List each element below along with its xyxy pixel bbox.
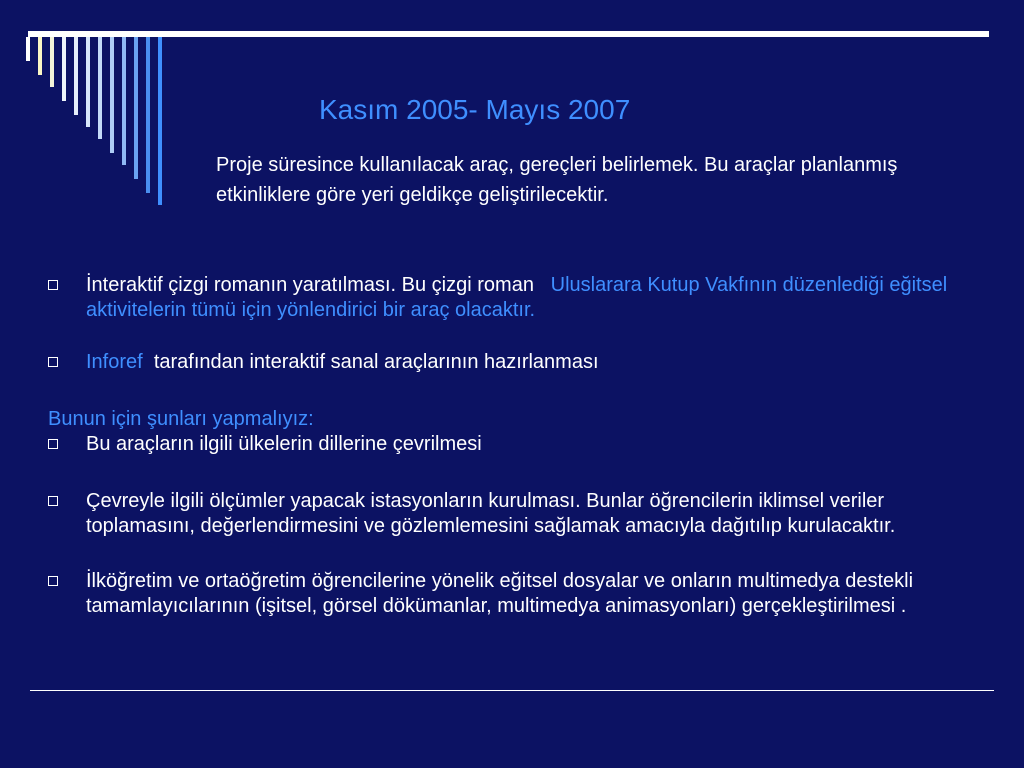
stripe (50, 37, 54, 87)
stripe (110, 37, 114, 153)
stripe (26, 37, 30, 61)
bullet-item (48, 273, 988, 323)
bullet-text: İlköğretim ve ortaöğretim öğrencilerine yönelik eğitsel dosyalar ve onların multimedya destekli tamamlayıcılarının (işitsel, görsel dökümanlar, multimedya animasyonları) gerçekleştirilmesi . (86, 570, 914, 617)
bullet-text (86, 350, 988, 375)
bottom-rule (30, 690, 994, 691)
bullet-item (48, 432, 988, 457)
bullet-item (48, 489, 988, 539)
top-rule (28, 31, 989, 37)
square-bullet-icon (48, 357, 58, 367)
bullet-highlight-text: Uluslarara Kutup Vakfının düzenlediği eğitsel aktivitelerin tümü için yönlendirici bir araç olacaktır. (86, 274, 948, 321)
slide-title: Kasım 2005- Mayıs 2007 (319, 94, 631, 125)
stripe (38, 37, 42, 75)
bullet-text (86, 273, 988, 323)
stripe (122, 37, 126, 165)
bullet-text: Çevreyle ilgili ölçümler yapacak istasyonların kurulması. Bunlar öğrencilerin iklimsel veriler toplamasını, değerlendirmesini ve gözlemlemesini sağlamak amacıyla dağıtılıp kurulacaktır. (86, 490, 896, 537)
stripe (158, 37, 162, 205)
square-bullet-icon (48, 496, 58, 506)
stripe (86, 37, 90, 127)
stripe (134, 37, 138, 179)
square-bullet-icon (48, 576, 58, 586)
stripe (62, 37, 66, 101)
bullet-text: Bu araçların ilgili ülkelerin dillerine çevrilmesi (86, 433, 482, 455)
stripe (146, 37, 150, 193)
bullet-item (48, 350, 988, 375)
stripe (98, 37, 102, 139)
bullet-plain-text: tarafından interaktif sanal araçlarının hazırlanması (153, 351, 599, 373)
intro-line: Bunun için şunları yapmalıyız: (48, 408, 314, 430)
bullet-item (48, 569, 988, 619)
stripe (74, 37, 78, 115)
square-bullet-icon (48, 439, 58, 449)
slide-subtitle: Proje süresince kullanılacak araç, gereçleri belirlemek. Bu araçlar planlanmış etkinliklere göre yeri geldikçe geliştirilecektir. (216, 154, 898, 206)
bullet-plain-text: İnteraktif çizgi romanın yaratılması. Bu çizgi roman (86, 274, 534, 296)
square-bullet-icon (48, 280, 58, 290)
bullet-highlight-text: Inforef (86, 351, 143, 373)
